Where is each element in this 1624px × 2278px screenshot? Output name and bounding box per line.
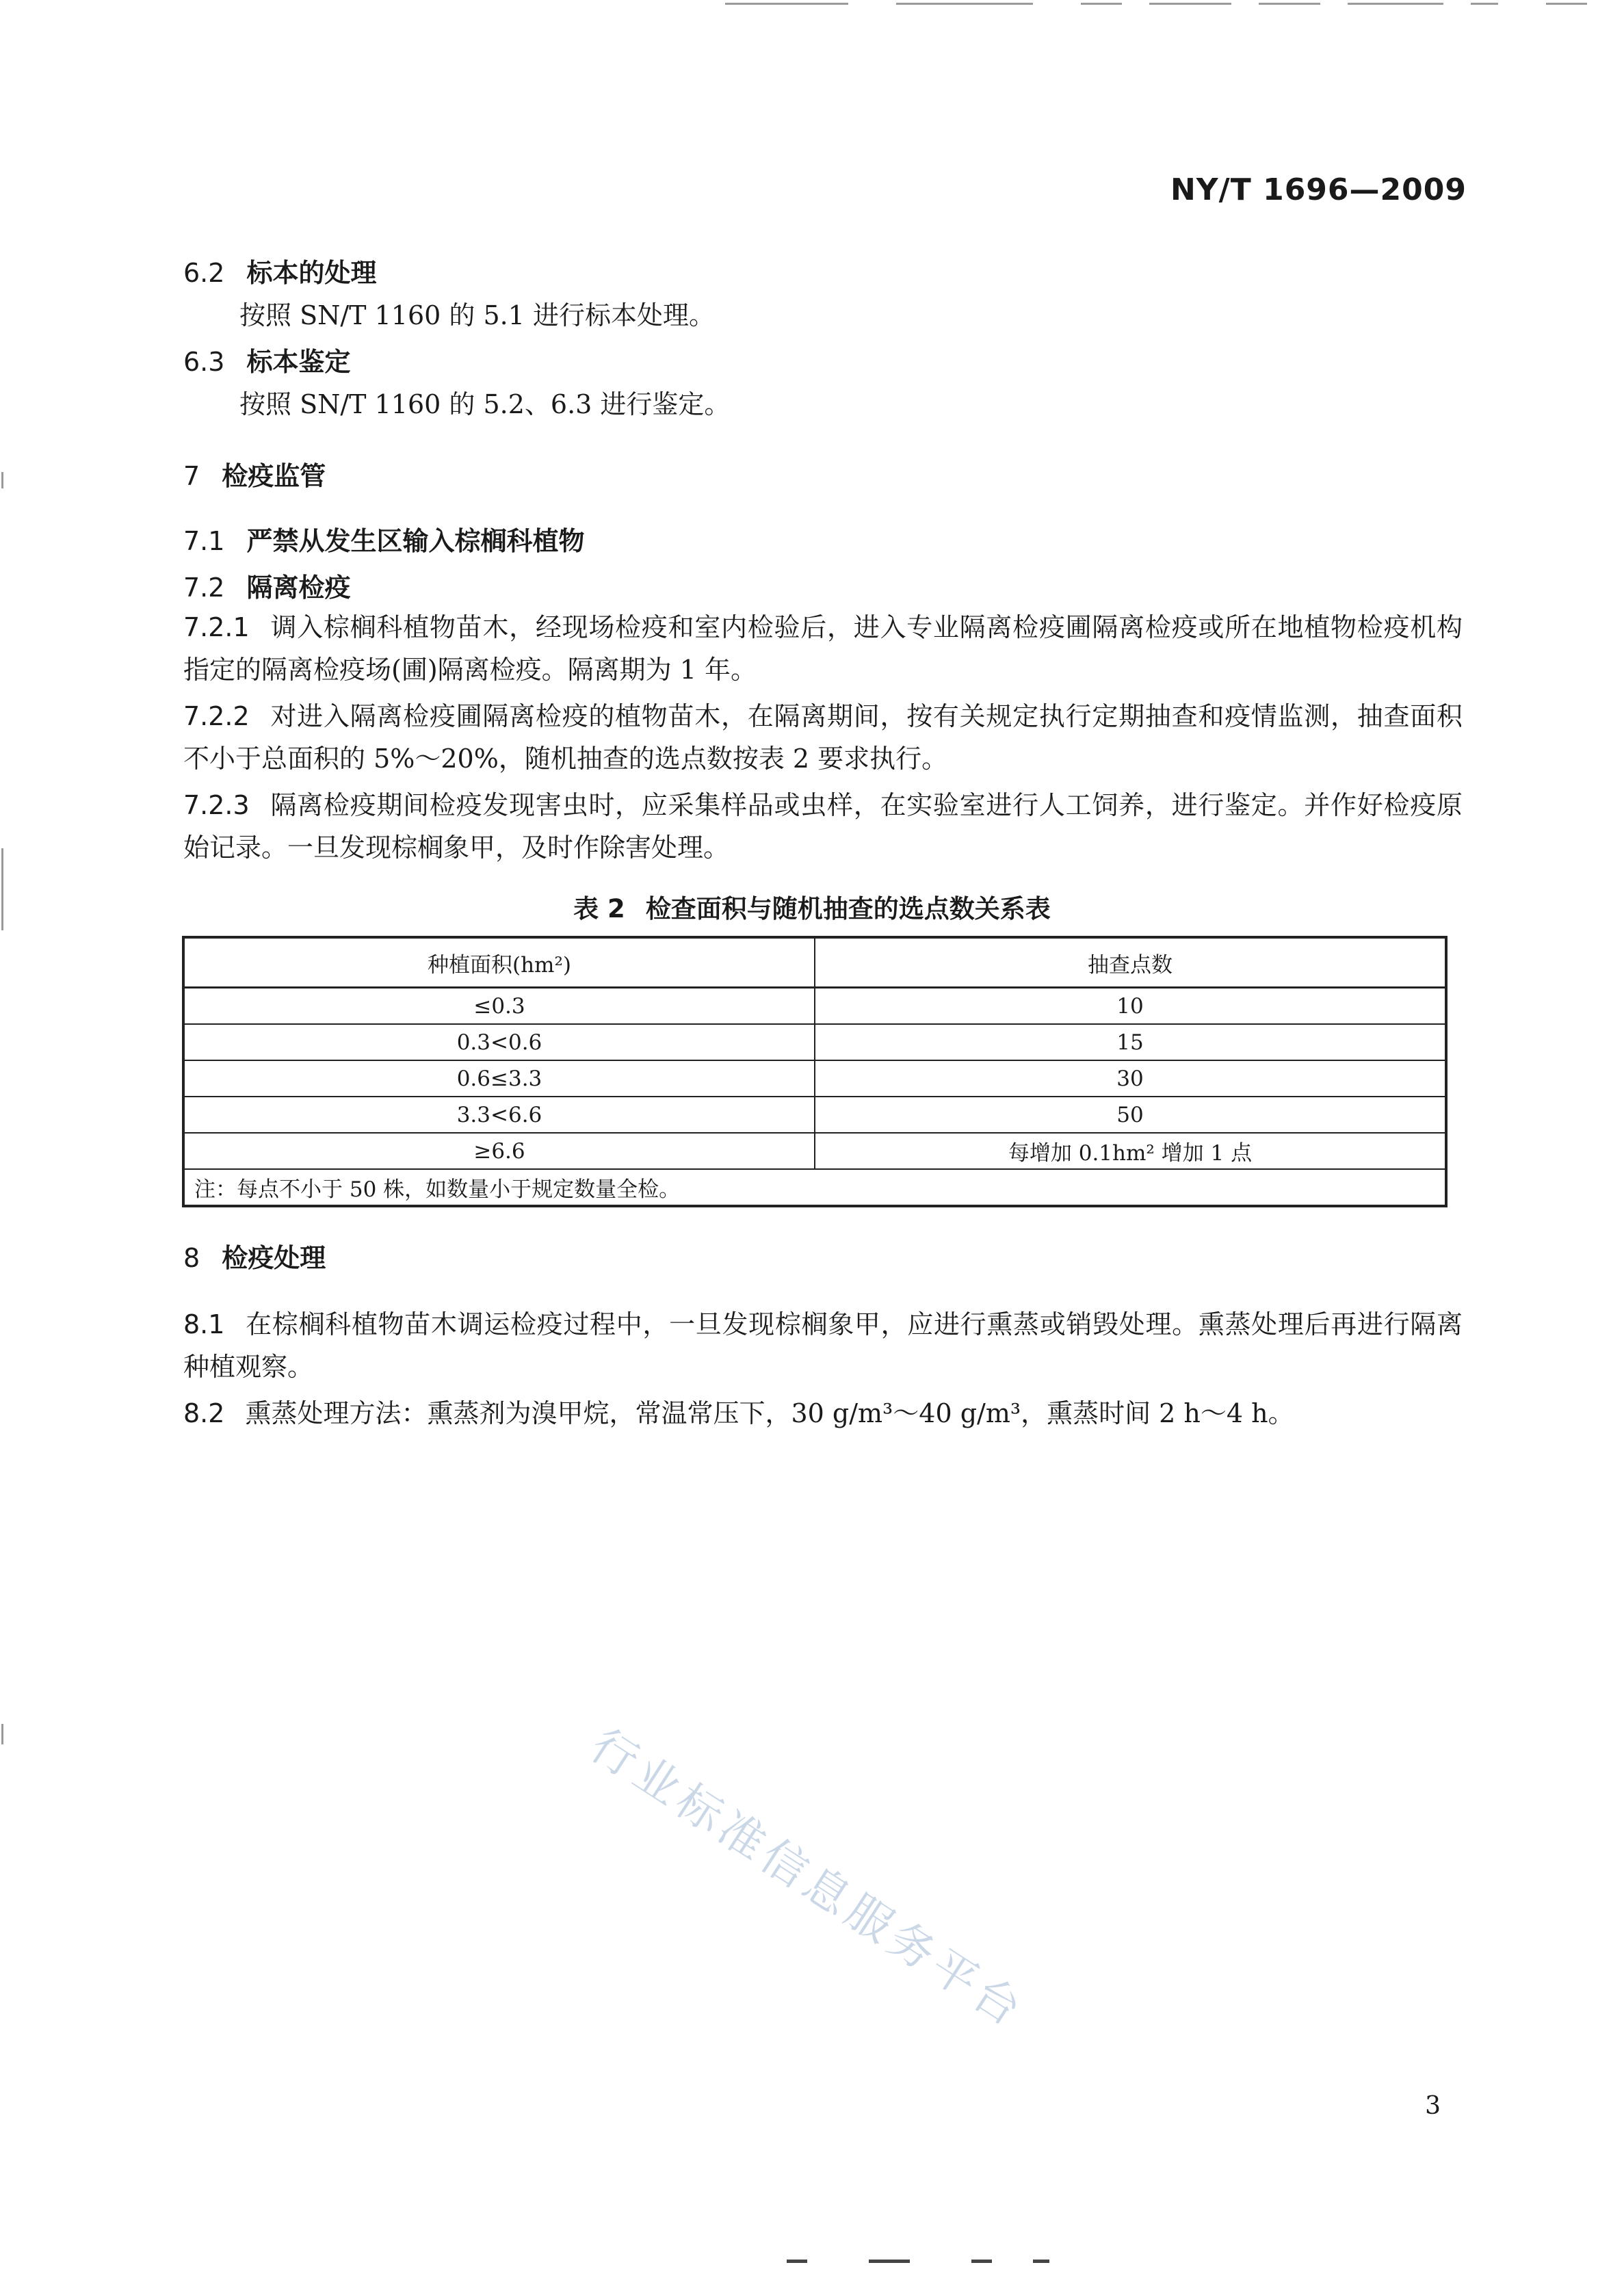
table-cell: 每增加 0.1hm² 增加 1 点 xyxy=(815,1133,1446,1169)
table-title: 检查面积与随机抽查的选点数关系表 xyxy=(645,894,1051,924)
table-cell: ≥6.6 xyxy=(183,1133,815,1169)
heading-8 xyxy=(183,1237,326,1274)
clause-number: 7.2.2 xyxy=(183,701,250,731)
paragraph-8-2 xyxy=(183,1392,1463,1435)
scan-edge-line xyxy=(1,1724,3,1744)
table-row xyxy=(183,1024,1446,1060)
table-row xyxy=(183,1060,1446,1097)
table-row xyxy=(183,1097,1446,1133)
heading-7-2 xyxy=(183,566,350,604)
section-number: 6.3 xyxy=(183,347,225,377)
scan-edge-line xyxy=(787,2260,807,2263)
clause-number: 7.2.1 xyxy=(183,612,250,642)
scan-edge-line xyxy=(725,3,848,5)
table-cell: 10 xyxy=(815,988,1446,1025)
table-note: 注：每点不小于 50 株，如数量小于规定数量全检。 xyxy=(183,1169,1446,1206)
table-row xyxy=(183,1133,1446,1169)
scan-edge-line xyxy=(1471,3,1498,5)
clause-text: 熏蒸处理方法：熏蒸剂为溴甲烷，常温常压下，30 g/m³～40 g/m³，熏蒸时间 2 h～4 h。 xyxy=(245,1398,1294,1428)
table-cell: 3.3<6.6 xyxy=(183,1097,815,1133)
heading-6-3 xyxy=(183,341,350,378)
scan-edge-line xyxy=(1149,3,1231,5)
watermark-text: 行业标准信息服务平台 xyxy=(581,1718,1035,2039)
table-cell: 0.3<0.6 xyxy=(183,1024,815,1060)
heading-7 xyxy=(183,455,326,493)
scan-edge-line xyxy=(1033,2260,1049,2263)
table-number: 表 2 xyxy=(573,894,625,924)
clause-number: 8.1 xyxy=(183,1309,225,1339)
heading-6-2 xyxy=(183,252,376,289)
scan-edge-line xyxy=(869,2260,910,2263)
table-cell: ≤0.3 xyxy=(183,988,815,1025)
page-number: 3 xyxy=(1425,2092,1441,2120)
section-number: 8 xyxy=(183,1243,200,1273)
section-title: 标本鉴定 xyxy=(246,347,351,377)
table-cell: 0.6≤3.3 xyxy=(183,1060,815,1097)
section-number: 7.2 xyxy=(183,573,225,603)
section-number: 7.1 xyxy=(183,526,225,556)
section-title: 严禁从发生区输入棕榈科植物 xyxy=(246,526,585,556)
scan-edge-line xyxy=(1348,3,1443,5)
column-header-area: 种植面积(hm²) xyxy=(183,937,815,988)
table-header-row xyxy=(183,937,1446,988)
section-number: 6.2 xyxy=(183,258,225,288)
paragraph-6-3: 按照 SN/T 1160 的 5.2、6.3 进行鉴定。 xyxy=(239,389,731,419)
clause-text: 对进入隔离检疫圃隔离检疫的植物苗木，在隔离期间，按有关规定执行定期抽查和疫情监测，抽查面积不小于总面积的 5%～20%，随机抽查的选点数按表 2 要求执行。 xyxy=(183,701,1463,774)
table-cell: 30 xyxy=(815,1060,1446,1097)
table-note-row xyxy=(183,1169,1446,1206)
paragraph-8-1 xyxy=(183,1303,1463,1388)
paragraph-6-2: 按照 SN/T 1160 的 5.1 进行标本处理。 xyxy=(239,300,715,330)
paragraph-7-2-1 xyxy=(183,606,1463,691)
table-cell: 50 xyxy=(815,1097,1446,1133)
table-cell: 15 xyxy=(815,1024,1446,1060)
paragraph-7-2-2 xyxy=(183,695,1463,780)
scan-edge-line xyxy=(1081,3,1122,5)
sampling-table xyxy=(182,936,1448,1207)
scan-edge-line xyxy=(971,2260,992,2263)
clause-number: 7.2.3 xyxy=(183,790,250,820)
column-header-points: 抽查点数 xyxy=(815,937,1446,988)
section-title: 隔离检疫 xyxy=(246,573,351,603)
table-row xyxy=(183,988,1446,1025)
clause-text: 隔离检疫期间检疫发现害虫时，应采集样品或虫样，在实验室进行人工饲养，进行鉴定。并作好检疫原始记录。一旦发现棕榈象甲，及时作除害处理。 xyxy=(183,790,1463,863)
section-title: 标本的处理 xyxy=(246,258,377,288)
scan-edge-line xyxy=(896,3,1033,5)
table-caption xyxy=(0,888,1624,925)
section-number: 7 xyxy=(183,461,200,491)
section-title: 检疫监管 xyxy=(222,461,326,491)
standard-code: NY/T 1696—2009 xyxy=(1170,172,1467,207)
section-title: 检疫处理 xyxy=(222,1243,326,1273)
scan-edge-line xyxy=(1,472,3,488)
clause-text: 在棕榈科植物苗木调运检疫过程中，一旦发现棕榈象甲，应进行熏蒸或销毁处理。熏蒸处理后再进行隔离种植观察。 xyxy=(183,1309,1463,1382)
scan-edge-line xyxy=(1259,3,1320,5)
heading-7-1 xyxy=(183,520,584,558)
clause-text: 调入棕榈科植物苗木，经现场检疫和室内检验后，进入专业隔离检疫圃隔离检疫或所在地植物检疫机构指定的隔离检疫场(圃)隔离检疫。隔离期为 1 年。 xyxy=(183,612,1463,685)
clause-number: 8.2 xyxy=(183,1398,225,1428)
paragraph-7-2-3 xyxy=(183,784,1463,869)
scan-edge-line xyxy=(1546,3,1587,5)
